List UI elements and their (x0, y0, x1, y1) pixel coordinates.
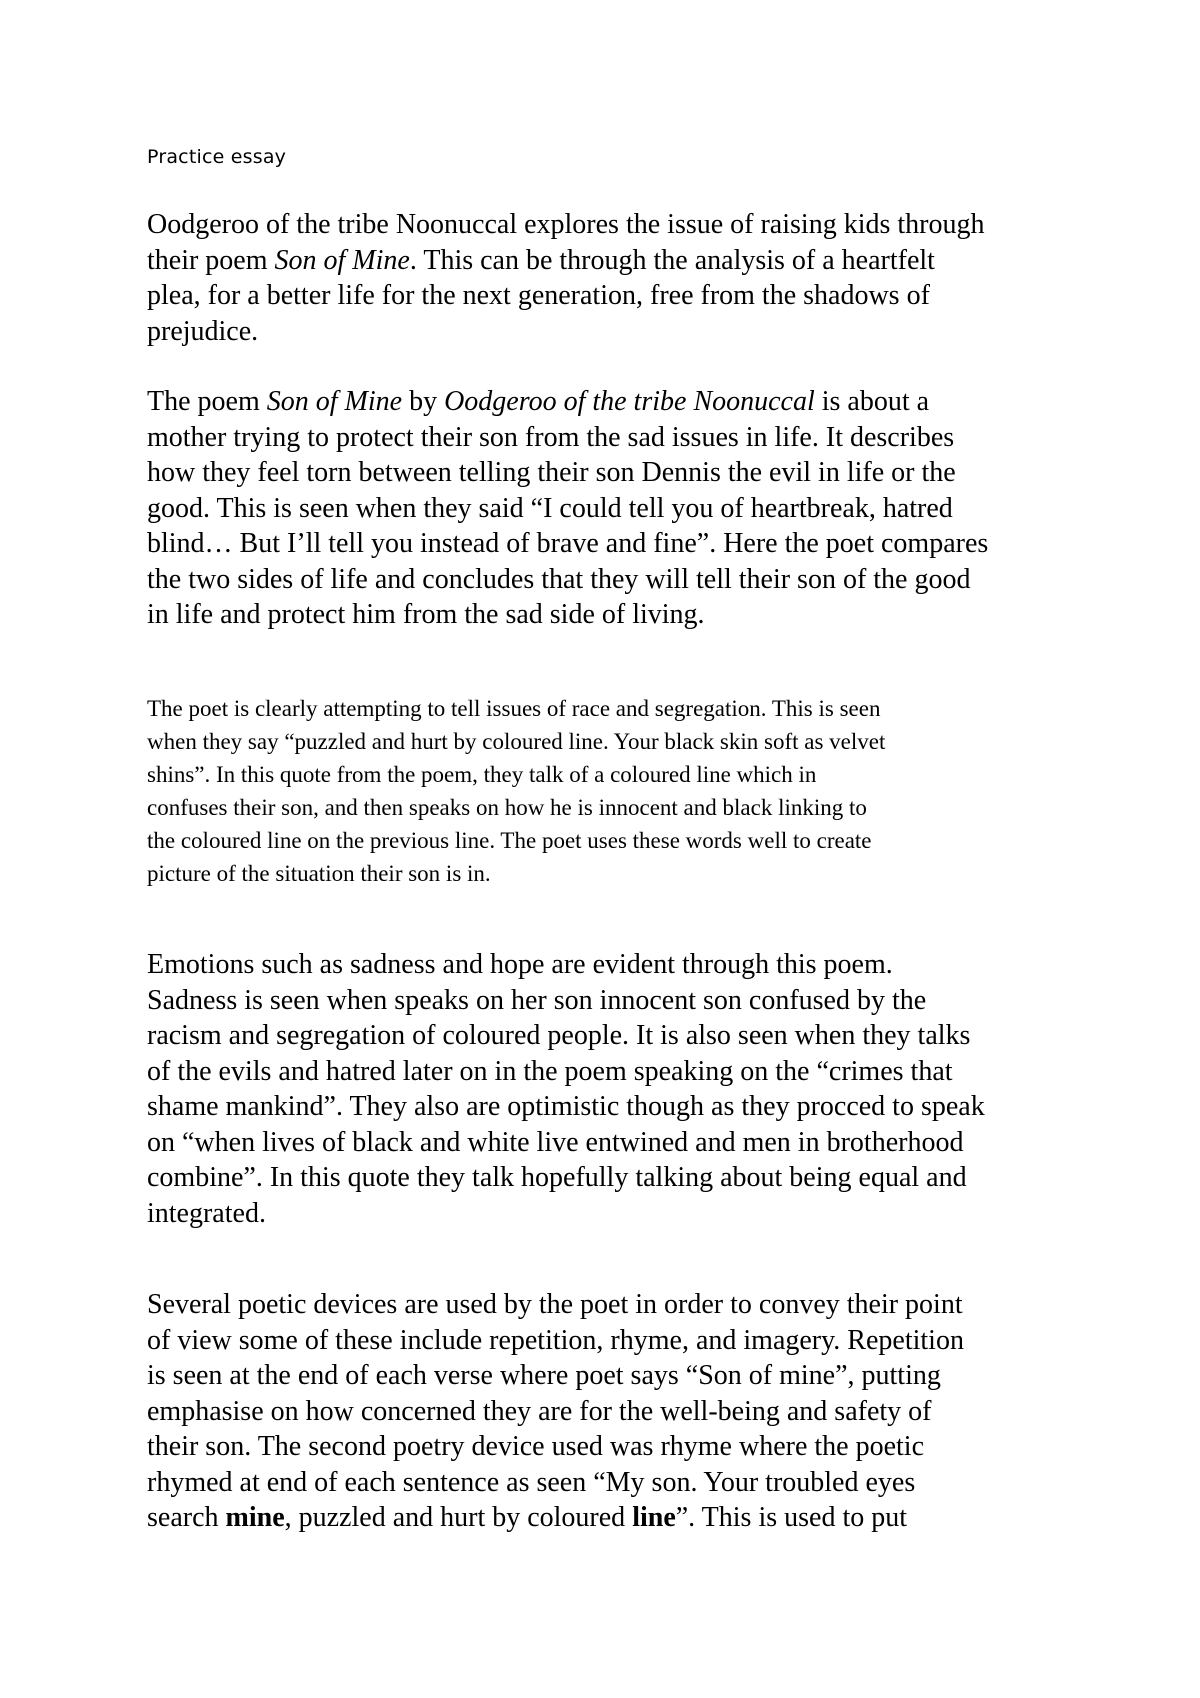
text-line (147, 562, 988, 598)
text-line (147, 824, 885, 857)
text-line (147, 1054, 985, 1090)
text-segment: prejudice. (147, 315, 259, 347)
bold-text: mine (225, 1502, 285, 1533)
text-segment: mother trying to protect their son from the sad issues in life. It describes (147, 421, 955, 453)
text-segment: on “when lives of black and white live entwined and men in brotherhood (147, 1126, 964, 1158)
essay-paragraph-intro (147, 207, 984, 349)
text-line (147, 207, 984, 243)
text-line (147, 1089, 985, 1125)
text-line (147, 1018, 985, 1054)
text-line (147, 983, 985, 1019)
bold-text: line (632, 1502, 676, 1533)
text-line (147, 1358, 964, 1394)
document-heading: Practice essay (147, 146, 287, 168)
text-segment: shins”. In this quote from the poem, they talk of a coloured line which in (147, 762, 817, 787)
text-line (147, 597, 988, 633)
text-line (147, 455, 988, 491)
text-segment: the two sides of life and concludes that they will tell their son of the good (147, 563, 971, 595)
text-line (147, 491, 988, 527)
text-line (147, 1287, 964, 1323)
text-segment: Oodgeroo of the tribe Noonuccal explores the issue of raising kids through (147, 209, 985, 240)
text-segment: Emotions such as sadness and hope are evident through this poem. (147, 949, 893, 980)
text-segment: combine”. In this quote they talk hopefully talking about being equal and (147, 1162, 967, 1193)
text-line (147, 1323, 964, 1359)
essay-paragraph-emotions (147, 947, 985, 1231)
text-segment: when they say “puzzled and hurt by coloured line. Your black skin soft as velvet (147, 729, 886, 754)
text-line (147, 791, 885, 824)
text-segment: in life and protect him from the sad side of living. (147, 599, 705, 630)
text-line (147, 1429, 964, 1465)
text-line (147, 420, 988, 456)
text-line (147, 1465, 964, 1501)
text-segment: blind… But I’ll tell you instead of brave and fine”. Here the poet compares (147, 528, 989, 559)
text-segment: their son. The second poetry device used was rhyme where the poetic (147, 1431, 924, 1462)
text-line (147, 1196, 985, 1232)
text-line (147, 526, 988, 562)
text-segment: of view some of these include repetition, rhyme, and imagery. Repetition (147, 1324, 964, 1356)
text-line (147, 384, 988, 420)
italic-text: Son of Mine (266, 386, 403, 417)
text-line (147, 758, 885, 791)
essay-paragraph-summary (147, 384, 988, 633)
text-segment: plea, for a better life for the next generation, free from the shadows of (147, 280, 930, 311)
essay-paragraph-race (147, 692, 885, 890)
text-segment: Sadness is seen when speaks on her son innocent son confused by the (147, 984, 927, 1016)
text-segment: the coloured line on the previous line. The poet uses these words well to create (147, 828, 872, 853)
text-segment: . This can be through the analysis of a heartfelt (409, 244, 935, 276)
text-segment: good. This is seen when they said “I could tell you of heartbreak, hatred (147, 492, 953, 524)
text-segment: The poet is clearly attempting to tell issues of race and segregation. This is seen (147, 696, 881, 721)
text-line (147, 725, 885, 758)
text-segment: racism and segregation of coloured people. It is also seen when they talks (147, 1020, 971, 1051)
text-segment: is about a (814, 386, 930, 417)
text-segment: is seen at the end of each verse where poet says “Son of mine”, putting (147, 1360, 941, 1391)
text-line (147, 947, 985, 983)
text-segment: shame mankind”. They also are optimistic though as they procced to speak (147, 1091, 985, 1122)
text-segment: search (147, 1502, 226, 1533)
text-segment: emphasise on how concerned they are for the well-being and safety of (147, 1395, 932, 1427)
text-segment: Several poetic devices are used by the poet in order to convey their point (147, 1289, 963, 1320)
text-segment: picture of the situation their son is in. (147, 861, 491, 886)
italic-text: Son of Mine (274, 244, 410, 276)
italic-text: Oodgeroo of the tribe Noonuccal (444, 386, 815, 417)
text-segment: rhymed at end of each sentence as seen “My son. Your troubled eyes (147, 1466, 916, 1498)
text-segment: how they feel torn between telling their son Dennis the evil in life or the (147, 457, 956, 488)
text-line (147, 278, 984, 314)
text-segment: their poem (147, 244, 275, 276)
text-line (147, 1160, 985, 1196)
text-segment: confuses their son, and then speaks on how he is innocent and black linking to (147, 795, 867, 820)
text-line (147, 857, 885, 890)
text-line (147, 1394, 964, 1430)
text-segment: integrated. (147, 1197, 266, 1229)
text-line (147, 243, 984, 279)
text-line (147, 692, 885, 725)
text-segment: by (402, 386, 445, 417)
text-segment: , puzzled and hurt by coloured (284, 1502, 633, 1533)
text-segment: ”. This is used to put (675, 1502, 908, 1533)
text-line (147, 1125, 985, 1161)
text-line (147, 1500, 964, 1536)
text-segment: The poem (147, 386, 267, 417)
essay-paragraph-devices (147, 1287, 964, 1536)
text-line (147, 314, 984, 350)
text-segment: of the evils and hatred later on in the poem speaking on the “crimes that (147, 1055, 953, 1087)
